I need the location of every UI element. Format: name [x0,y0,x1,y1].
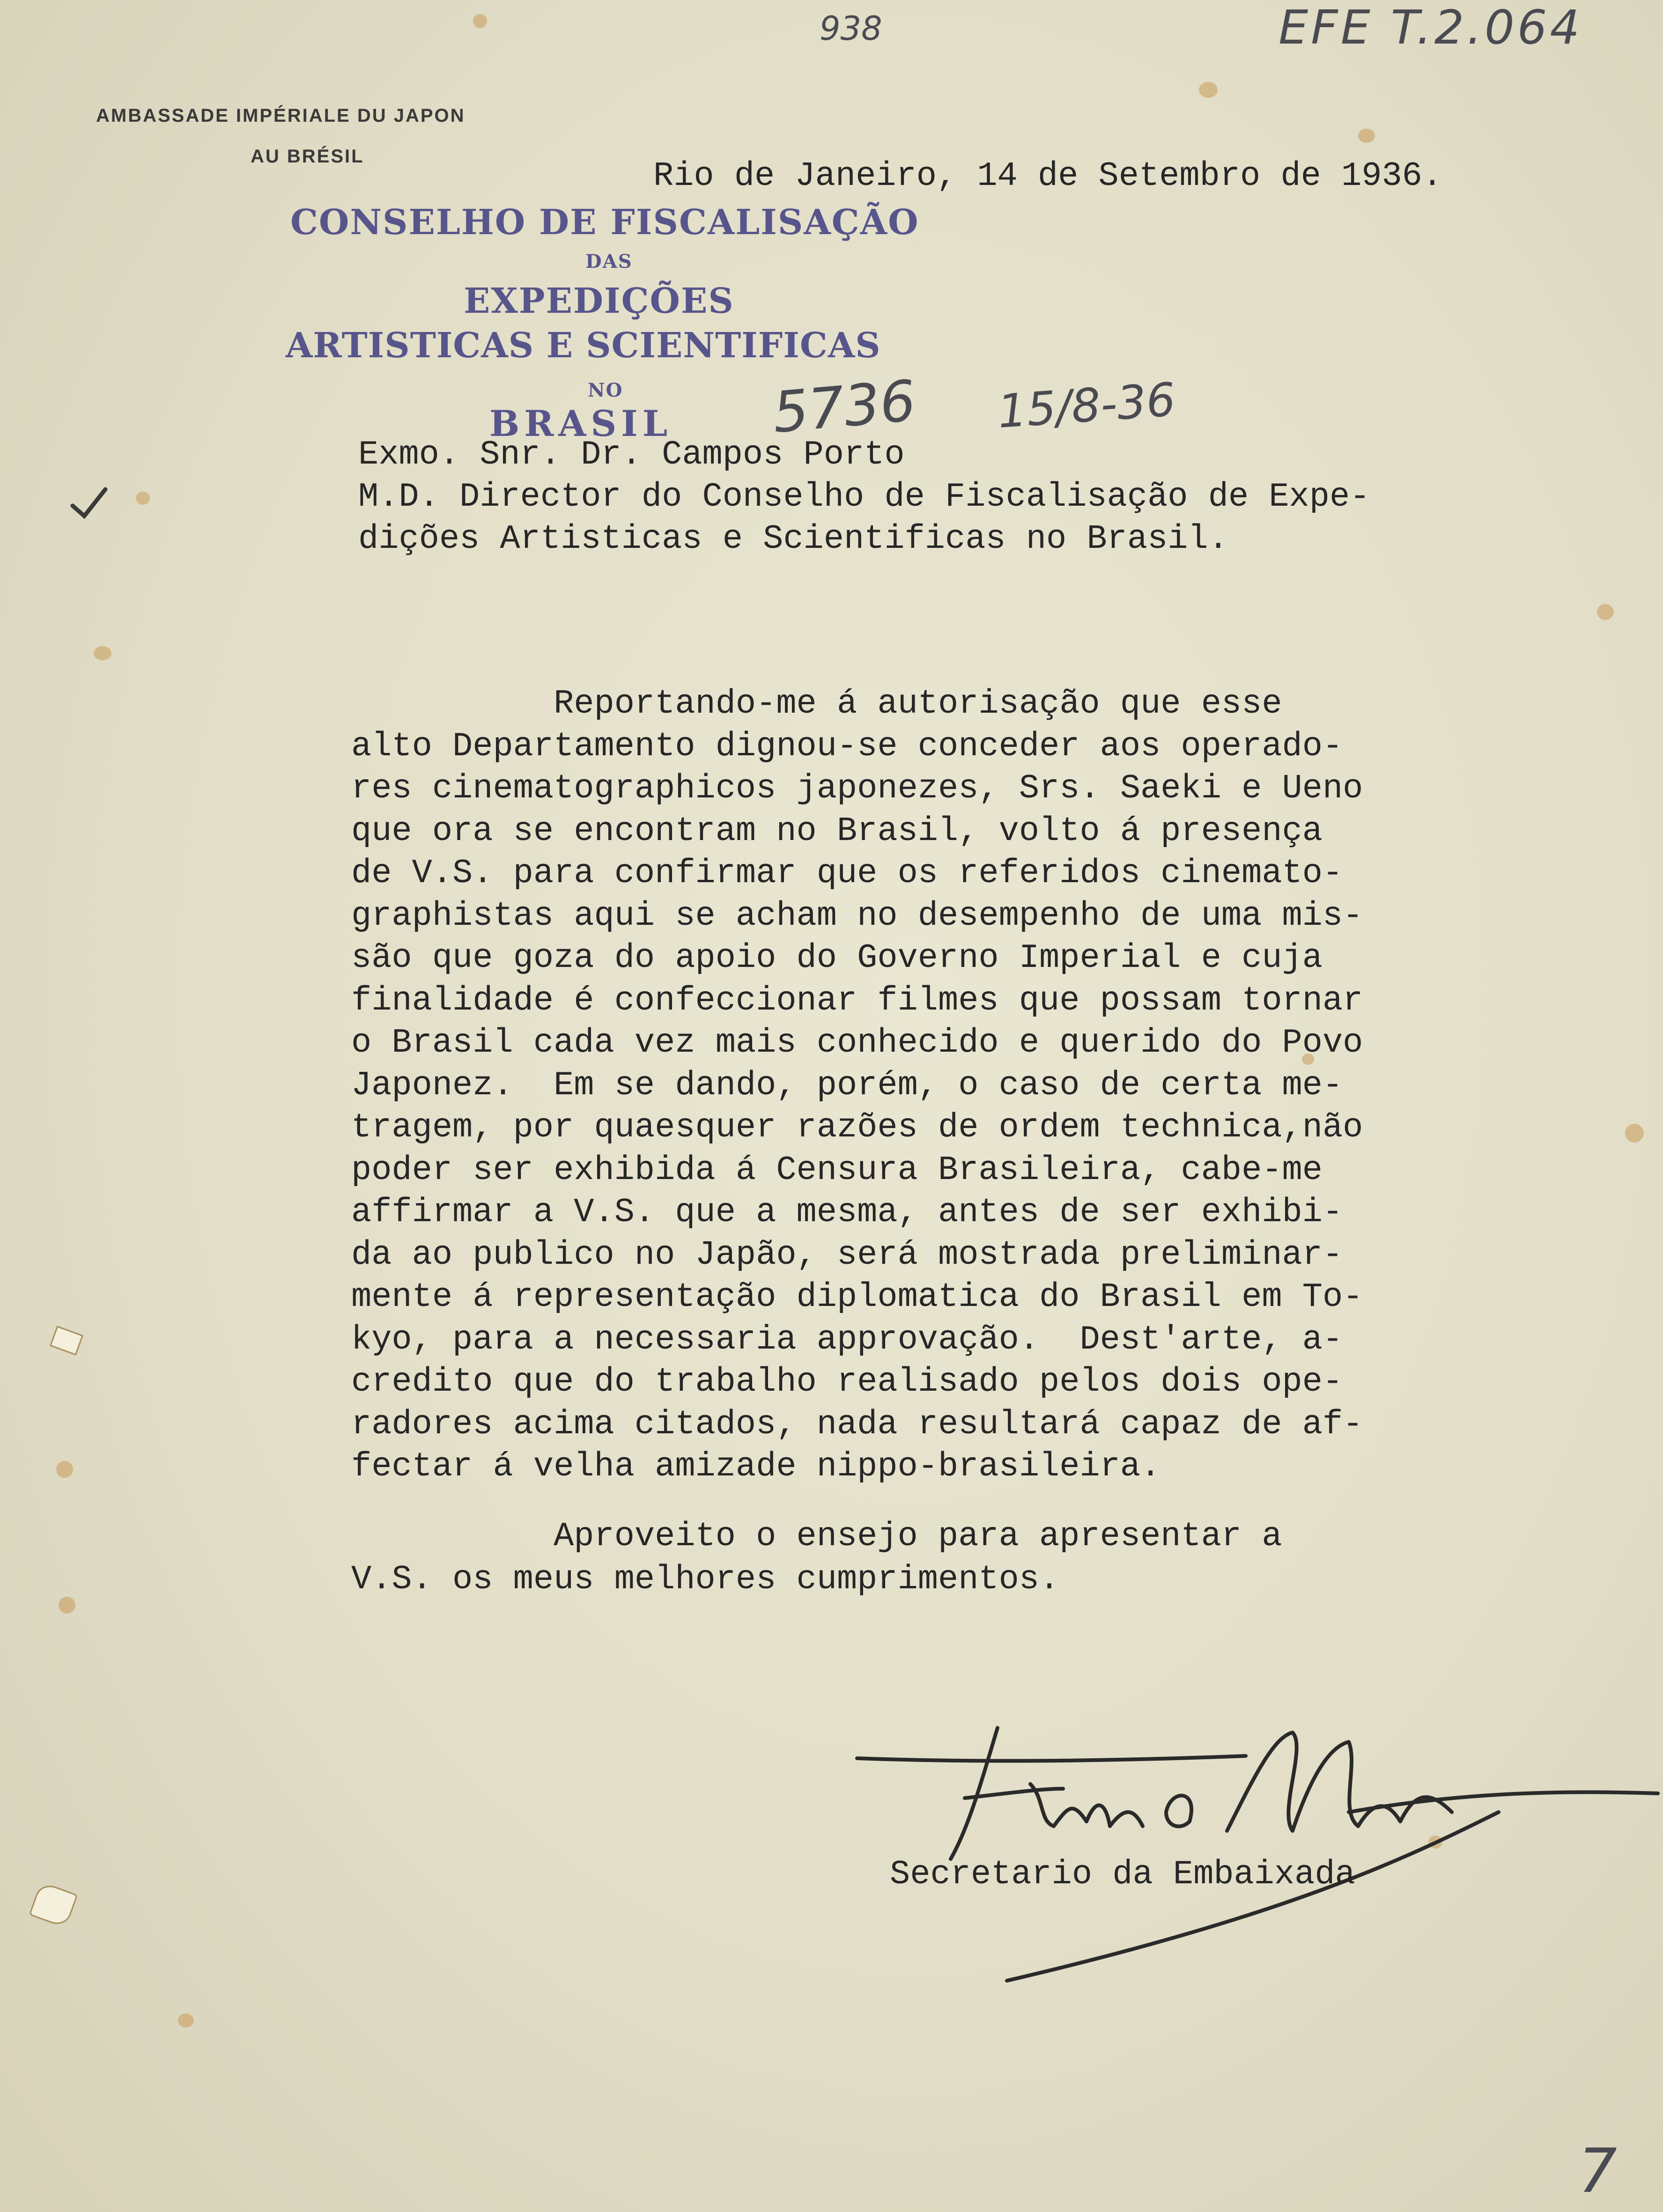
registration-number: 5736 [770,368,918,446]
stamp-line-3: EXPEDIÇÕES [464,281,734,321]
addressee-line-1: Exmo. Snr. Dr. Campos Porto [358,435,905,474]
punch-hole [50,1326,83,1356]
foxing-spot [473,14,487,28]
punch-hole [29,1881,78,1928]
folio-number: 938 [820,9,882,48]
check-mark-icon [70,487,108,520]
foxing-spot [178,2013,194,2028]
stamp-line-1: CONSELHO DE FISCALISAÇÃO [290,202,919,243]
handwritten-signature [843,1718,1663,1990]
stamp-line-4: ARTISTICAS E SCIENTIFICAS [286,325,881,366]
addressee-line-3: dições Artisticas e Scientificas no Brasil. [358,520,1228,558]
stamp-line-2: DAS [585,251,633,273]
letterhead-line-2: AU BRÉSIL [251,146,364,167]
page-number: 7 [1578,2135,1617,2206]
foxing-spot [1625,1124,1644,1143]
stamp-line-5: NO [588,379,623,401]
archive-reference: EFE T.2.064 [1279,0,1582,55]
signature-title: Secretario da Embaixada [890,1855,1355,1894]
stamp-line-6: BRASIL [489,403,673,444]
foxing-spot [1597,604,1614,620]
letter-closing: Aproveito o ensejo para apresentar a V.S. os meus melhores cumprimentos. [351,1517,1282,1599]
letter-body: Reportando-me á autorisação que esse alto Departamento dignou-se conceder aos operado- res cinematographicos japonezes, Srs. Saeki e Ueno que ora se encontram no Brasil, volto á presença de V.S. para confirmar que os referidos cinemato- graphistas aqui se acham no desempenho de uma mis- são que goza do apoio do Governo Imperial e cuja finalidade é confeccionar filmes que possam tornar o Brasil cada vez mais conhecido e querido do Povo Japonez. Em se dando, porém, o caso de certa me- tragem, por quaesquer razões de ordem technica,não poder ser exhibida á Censura Brasileira, cabe-me affirmar a V.S. que a mesma, antes de ser exhibi- da ao publico no Japão, será mostrada preliminar- mente á representação diplomatica do Brasil em To- kyo, para a necessaria approvação. Dest'arte, a- credito que do trabalho realisado pelos dois ope- radores acima citados, nada resultará capaz de af- fectar á velha amizade nippo-brasileira. [351,685,1363,1486]
foxing-spot [136,492,150,505]
registration-date: 15/8-36 [996,373,1177,439]
foxing-spot [1199,82,1218,98]
foxing-spot [1358,129,1375,143]
foxing-spot [59,1597,75,1614]
foxing-spot [94,646,111,660]
foxing-spot [56,1461,73,1478]
date-line: Rio de Janeiro, 14 de Setembro de 1936. [653,157,1443,195]
letterhead-line-1: AMBASSADE IMPÉRIALE DU JAPON [96,105,466,126]
addressee-line-2: M.D. Director do Conselho de Fiscalisação de Expe- [358,478,1370,516]
